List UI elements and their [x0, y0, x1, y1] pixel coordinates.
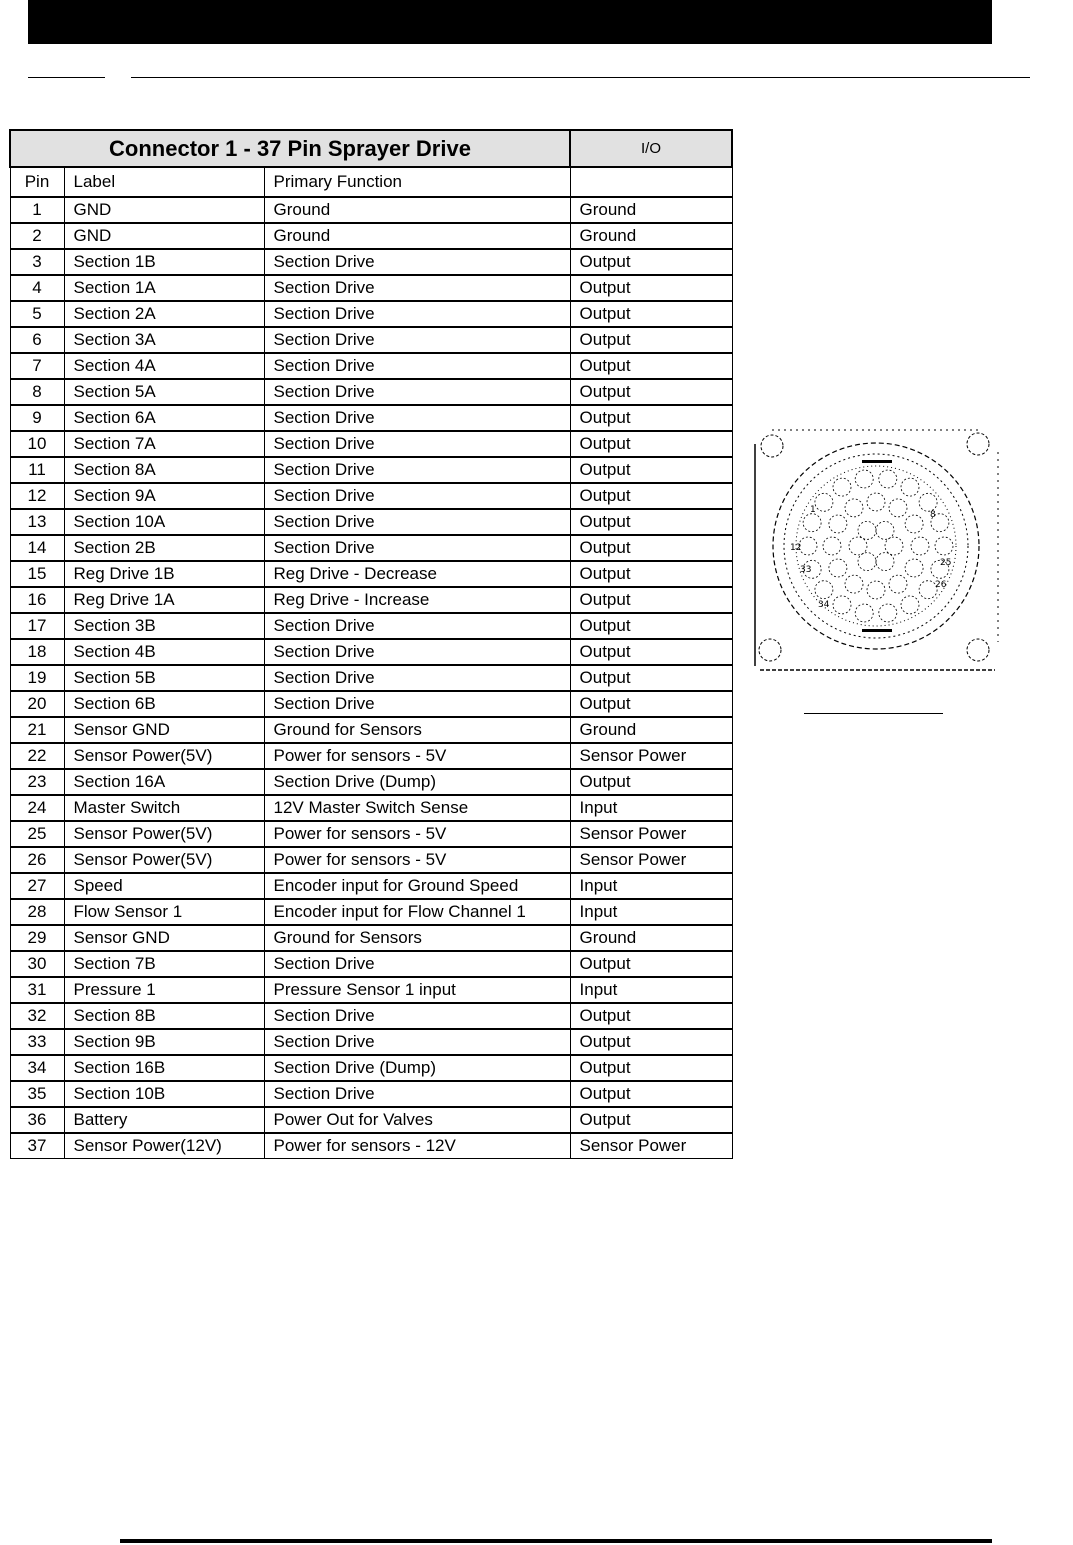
- cell-io: Output: [570, 587, 732, 613]
- cell-label: Section 5B: [64, 665, 264, 691]
- cell-function: Section Drive: [264, 301, 570, 327]
- cell-pin: 13: [10, 509, 64, 535]
- cell-label: Sensor GND: [64, 925, 264, 951]
- table-row: [10, 847, 732, 873]
- cell-pin: 31: [10, 977, 64, 1003]
- pin-socket-icon: [855, 470, 873, 488]
- cell-function: Ground for Sensors: [264, 925, 570, 951]
- table-row: [10, 899, 732, 925]
- cell-label: Section 5A: [64, 379, 264, 405]
- cell-io: Output: [570, 431, 732, 457]
- cell-io: Input: [570, 977, 732, 1003]
- mount-hole-icon: [759, 639, 781, 661]
- cell-io: Output: [570, 327, 732, 353]
- cell-io: Input: [570, 899, 732, 925]
- table-row: [10, 327, 732, 353]
- pin-number-label: 1: [810, 505, 816, 515]
- table-title: Connector 1 - 37 Pin Sprayer Drive: [10, 130, 570, 167]
- pin-number-label: 33: [800, 565, 812, 575]
- cell-pin: 22: [10, 743, 64, 769]
- cell-function: Section Drive: [264, 691, 570, 717]
- cell-io: Output: [570, 509, 732, 535]
- cell-function: Section Drive: [264, 431, 570, 457]
- io-header: I/O: [570, 130, 732, 167]
- cell-io: Output: [570, 1081, 732, 1107]
- cell-function: Section Drive: [264, 613, 570, 639]
- cell-label: Reg Drive 1A: [64, 587, 264, 613]
- table-row: [10, 483, 732, 509]
- pin-socket-icon: [905, 515, 923, 533]
- cell-io: Output: [570, 405, 732, 431]
- table-row: [10, 639, 732, 665]
- cell-function: Power for sensors - 5V: [264, 743, 570, 769]
- table-row: [10, 821, 732, 847]
- cell-label: Section 4A: [64, 353, 264, 379]
- cell-function: Reg Drive - Decrease: [264, 561, 570, 587]
- cell-function: Section Drive: [264, 509, 570, 535]
- table-row: [10, 405, 732, 431]
- connector-diagram: [750, 422, 1004, 676]
- pin-socket-icon: [823, 537, 841, 555]
- mount-hole-icon: [967, 433, 989, 455]
- cell-label: Section 3B: [64, 613, 264, 639]
- cell-pin: 29: [10, 925, 64, 951]
- cell-pin: 1: [10, 197, 64, 223]
- cell-pin: 24: [10, 795, 64, 821]
- table-row: [10, 1029, 732, 1055]
- cell-pin: 23: [10, 769, 64, 795]
- mount-hole-icon: [967, 639, 989, 661]
- table-row: [10, 457, 732, 483]
- pinout-table: [9, 129, 733, 1159]
- pin-socket-icon: [867, 581, 885, 599]
- table-row: [10, 535, 732, 561]
- cell-io: Output: [570, 353, 732, 379]
- cell-io: Output: [570, 379, 732, 405]
- cell-function: Reg Drive - Increase: [264, 587, 570, 613]
- cell-pin: 3: [10, 249, 64, 275]
- cell-function: Section Drive: [264, 405, 570, 431]
- cell-function: Encoder input for Flow Channel 1: [264, 899, 570, 925]
- cell-label: GND: [64, 197, 264, 223]
- cell-pin: 33: [10, 1029, 64, 1055]
- cell-function: Section Drive: [264, 639, 570, 665]
- cell-function: Section Drive: [264, 665, 570, 691]
- table-row: [10, 353, 732, 379]
- pin-socket-icon: [858, 553, 876, 571]
- cell-label: Section 6B: [64, 691, 264, 717]
- table-row: [10, 301, 732, 327]
- cell-pin: 8: [10, 379, 64, 405]
- pin-socket-icon: [867, 493, 885, 511]
- cell-label: Section 16A: [64, 769, 264, 795]
- cell-pin: 34: [10, 1055, 64, 1081]
- cell-label: Battery: [64, 1107, 264, 1133]
- pin-socket-icon: [889, 499, 907, 517]
- pin-socket-icon: [845, 575, 863, 593]
- cell-function: Section Drive: [264, 1029, 570, 1055]
- cell-function: Section Drive: [264, 249, 570, 275]
- cell-io: Output: [570, 1029, 732, 1055]
- cell-pin: 20: [10, 691, 64, 717]
- cell-io: Ground: [570, 197, 732, 223]
- table-row: [10, 1055, 732, 1081]
- cell-io: Output: [570, 613, 732, 639]
- pin-socket-icon: [829, 515, 847, 533]
- cell-pin: 17: [10, 613, 64, 639]
- table-row: [10, 379, 732, 405]
- table-row: [10, 197, 732, 223]
- pin-socket-icon: [901, 596, 919, 614]
- table-row: [10, 613, 732, 639]
- cell-function: Power for sensors - 5V: [264, 847, 570, 873]
- cell-function: 12V Master Switch Sense: [264, 795, 570, 821]
- cell-pin: 16: [10, 587, 64, 613]
- cell-function: Section Drive: [264, 327, 570, 353]
- cell-label: Section 2B: [64, 535, 264, 561]
- cell-label: Reg Drive 1B: [64, 561, 264, 587]
- pin-socket-icon: [829, 559, 847, 577]
- cell-label: Section 4B: [64, 639, 264, 665]
- cell-io: Ground: [570, 223, 732, 249]
- cell-label: Master Switch: [64, 795, 264, 821]
- cell-io: Output: [570, 691, 732, 717]
- table-row: [10, 951, 732, 977]
- cell-label: Section 9A: [64, 483, 264, 509]
- cell-pin: 21: [10, 717, 64, 743]
- pin-socket-icon: [911, 537, 929, 555]
- cell-pin: 27: [10, 873, 64, 899]
- mount-hole-icon: [761, 435, 783, 457]
- cell-io: Output: [570, 951, 732, 977]
- col-header-io: [570, 167, 732, 197]
- table-row: [10, 249, 732, 275]
- pin-socket-icon: [803, 514, 821, 532]
- cell-io: Output: [570, 457, 732, 483]
- pin-socket-icon: [849, 537, 867, 555]
- cell-io: Output: [570, 483, 732, 509]
- table-row: [10, 1003, 732, 1029]
- pin-number-label: 8: [930, 510, 936, 520]
- cell-pin: 5: [10, 301, 64, 327]
- pin-socket-icon: [876, 521, 894, 539]
- cell-label: Section 9B: [64, 1029, 264, 1055]
- pin-socket-icon: [799, 537, 817, 555]
- pin-number-label: 12: [790, 543, 802, 553]
- pin-socket-icon: [889, 575, 907, 593]
- cell-pin: 15: [10, 561, 64, 587]
- pin-number-label: 34: [818, 600, 830, 610]
- cell-label: Section 6A: [64, 405, 264, 431]
- cell-io: Output: [570, 769, 732, 795]
- cell-function: Section Drive: [264, 379, 570, 405]
- cell-io: Output: [570, 561, 732, 587]
- cell-io: Sensor Power: [570, 1133, 732, 1159]
- table-row: [10, 925, 732, 951]
- cell-label: Section 10B: [64, 1081, 264, 1107]
- cell-function: Section Drive: [264, 483, 570, 509]
- cell-function: Power for sensors - 12V: [264, 1133, 570, 1159]
- table-row: [10, 431, 732, 457]
- cell-pin: 26: [10, 847, 64, 873]
- cell-io: Ground: [570, 717, 732, 743]
- table-row: [10, 1081, 732, 1107]
- cell-pin: 12: [10, 483, 64, 509]
- cell-function: Pressure Sensor 1 input: [264, 977, 570, 1003]
- pin-socket-icon: [879, 470, 897, 488]
- cell-pin: 19: [10, 665, 64, 691]
- table-row: [10, 743, 732, 769]
- cell-function: Section Drive (Dump): [264, 769, 570, 795]
- cell-pin: 7: [10, 353, 64, 379]
- cell-label: Section 16B: [64, 1055, 264, 1081]
- col-header-label: Label: [64, 167, 264, 197]
- header-bar: [28, 0, 992, 44]
- cell-function: Section Drive: [264, 951, 570, 977]
- cell-label: Sensor Power(5V): [64, 847, 264, 873]
- cell-pin: 25: [10, 821, 64, 847]
- cell-label: Sensor Power(5V): [64, 743, 264, 769]
- cell-label: Speed: [64, 873, 264, 899]
- table-row: [10, 223, 732, 249]
- cell-io: Sensor Power: [570, 821, 732, 847]
- pin-socket-icon: [833, 478, 851, 496]
- table-row: [10, 1107, 732, 1133]
- col-header-pin: Pin: [10, 167, 64, 197]
- table-row: [10, 691, 732, 717]
- pin-socket-icon: [935, 537, 953, 555]
- cell-io: Output: [570, 1107, 732, 1133]
- table-row: [10, 561, 732, 587]
- cell-label: Section 10A: [64, 509, 264, 535]
- cell-label: Sensor Power(12V): [64, 1133, 264, 1159]
- header-rule-short: [28, 77, 105, 78]
- cell-label: Pressure 1: [64, 977, 264, 1003]
- cell-function: Section Drive: [264, 353, 570, 379]
- cell-pin: 36: [10, 1107, 64, 1133]
- cell-label: Section 3A: [64, 327, 264, 353]
- cell-pin: 14: [10, 535, 64, 561]
- cell-function: Ground: [264, 197, 570, 223]
- cell-pin: 9: [10, 405, 64, 431]
- cell-label: GND: [64, 223, 264, 249]
- cell-io: Output: [570, 639, 732, 665]
- table-row: [10, 977, 732, 1003]
- cell-io: Sensor Power: [570, 743, 732, 769]
- cell-function: Section Drive: [264, 275, 570, 301]
- pin-socket-icon: [901, 478, 919, 496]
- header-rule-long: [131, 77, 1030, 78]
- pin-socket-icon: [919, 493, 937, 511]
- pin-socket-icon: [815, 493, 833, 511]
- cell-io: Output: [570, 1003, 732, 1029]
- cell-io: Sensor Power: [570, 847, 732, 873]
- cell-function: Encoder input for Ground Speed: [264, 873, 570, 899]
- table-row: [10, 717, 732, 743]
- cell-io: Output: [570, 275, 732, 301]
- caption-rule: [804, 713, 943, 714]
- cell-pin: 6: [10, 327, 64, 353]
- cell-io: Ground: [570, 925, 732, 951]
- cell-function: Section Drive: [264, 1081, 570, 1107]
- col-header-function: Primary Function: [264, 167, 570, 197]
- cell-pin: 10: [10, 431, 64, 457]
- cell-label: Sensor GND: [64, 717, 264, 743]
- cell-function: Ground for Sensors: [264, 717, 570, 743]
- table-row: [10, 665, 732, 691]
- cell-pin: 37: [10, 1133, 64, 1159]
- table-row: [10, 873, 732, 899]
- cell-label: Section 1B: [64, 249, 264, 275]
- table-row: [10, 769, 732, 795]
- cell-label: Section 8A: [64, 457, 264, 483]
- pin-socket-icon: [876, 553, 894, 571]
- cell-io: Input: [570, 795, 732, 821]
- pin-socket-icon: [815, 581, 833, 599]
- cell-pin: 18: [10, 639, 64, 665]
- pin-socket-icon: [855, 604, 873, 622]
- table-row: [10, 509, 732, 535]
- table-row: [10, 1133, 732, 1159]
- pin-socket-icon: [905, 559, 923, 577]
- cell-function: Power for sensors - 5V: [264, 821, 570, 847]
- cell-function: Section Drive: [264, 535, 570, 561]
- cell-label: Flow Sensor 1: [64, 899, 264, 925]
- cell-io: Output: [570, 535, 732, 561]
- cell-io: Output: [570, 1055, 732, 1081]
- cell-pin: 32: [10, 1003, 64, 1029]
- cell-io: Input: [570, 873, 732, 899]
- pin-number-label: 26: [935, 580, 947, 590]
- cell-function: Power Out for Valves: [264, 1107, 570, 1133]
- pin-socket-icon: [858, 521, 876, 539]
- table-row: [10, 275, 732, 301]
- cell-io: Output: [570, 665, 732, 691]
- cell-function: Ground: [264, 223, 570, 249]
- cell-label: Sensor Power(5V): [64, 821, 264, 847]
- cell-pin: 4: [10, 275, 64, 301]
- pin-socket-icon: [885, 537, 903, 555]
- cell-pin: 30: [10, 951, 64, 977]
- pin-number-label: 25: [940, 558, 952, 568]
- cell-pin: 28: [10, 899, 64, 925]
- cell-pin: 2: [10, 223, 64, 249]
- pin-socket-icon: [833, 596, 851, 614]
- cell-function: Section Drive (Dump): [264, 1055, 570, 1081]
- table-row: [10, 587, 732, 613]
- cell-function: Section Drive: [264, 1003, 570, 1029]
- cell-io: Output: [570, 249, 732, 275]
- cell-label: Section 7A: [64, 431, 264, 457]
- table-row: [10, 795, 732, 821]
- cell-label: Section 2A: [64, 301, 264, 327]
- cell-label: Section 8B: [64, 1003, 264, 1029]
- cell-function: Section Drive: [264, 457, 570, 483]
- pin-socket-icon: [845, 499, 863, 517]
- footer-rule: [120, 1539, 992, 1543]
- cell-label: Section 7B: [64, 951, 264, 977]
- cell-pin: 11: [10, 457, 64, 483]
- cell-label: Section 1A: [64, 275, 264, 301]
- cell-io: Output: [570, 301, 732, 327]
- pin-socket-icon: [879, 604, 897, 622]
- cell-pin: 35: [10, 1081, 64, 1107]
